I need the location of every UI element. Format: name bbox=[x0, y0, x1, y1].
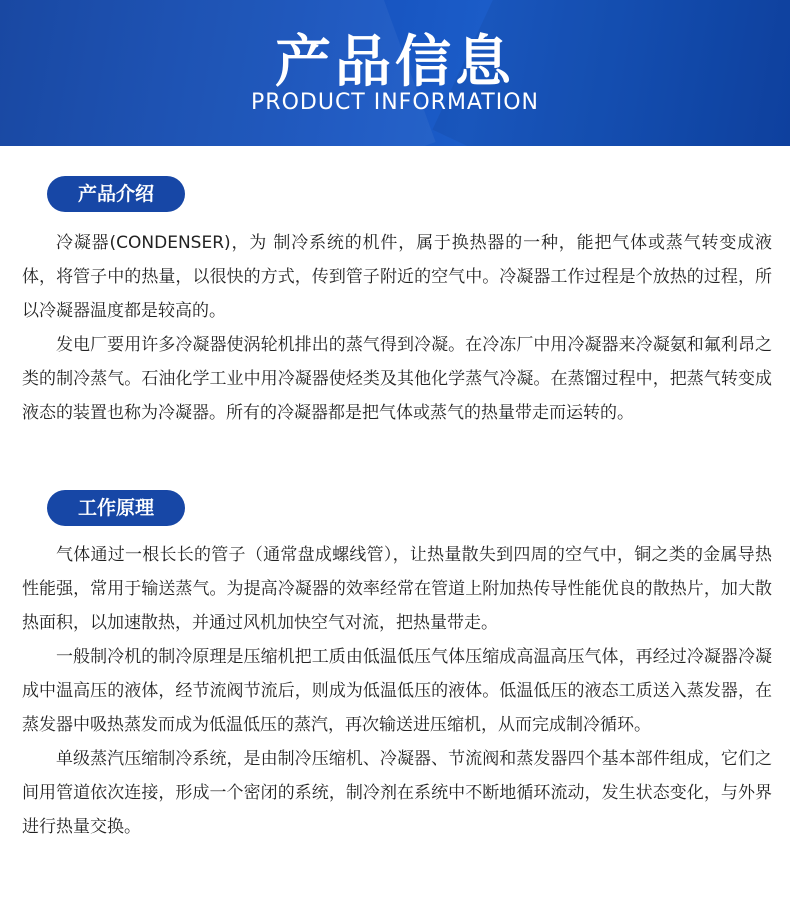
paragraph: 冷凝器(CONDENSER)，为 制冷系统的机件，属于换热器的一种，能把气体或蒸气转变成液体，将管子中的热量，以很快的方式，传到管子附近的空气中。冷凝器工作过程是个放热的过程，所以冷凝器温度都是较高的。 bbox=[22, 233, 772, 321]
section-body-intro bbox=[22, 226, 772, 430]
header-banner bbox=[0, 0, 790, 146]
section-body-principle bbox=[22, 538, 772, 844]
section-heading-principle: 工作原理 bbox=[47, 490, 185, 526]
paragraph: 一般制冷机的制冷原理是压缩机把工质由低温低压气体压缩成高温高压气体，再经过冷凝器冷凝成中温高压的液体，经节流阀节流后，则成为低温低压的液体。低温低压的液态工质送入蒸发器，在蒸发器中吸热蒸发而成为低温低压的蒸汽，再次输送进压缩机，从而完成制冷循环。 bbox=[22, 647, 772, 735]
paragraph: 发电厂要用许多冷凝器使涡轮机排出的蒸气得到冷凝。在冷冻厂中用冷凝器来冷凝氨和氟利昂之类的制冷蒸气。石油化学工业中用冷凝器使烃类及其他化学蒸气冷凝。在蒸馏过程中，把蒸气转变成液态的装置也称为冷凝器。所有的冷凝器都是把气体或蒸气的热量带走而运转的。 bbox=[22, 335, 772, 423]
section-heading-intro: 产品介绍 bbox=[47, 176, 185, 212]
page-subtitle: PRODUCT INFORMATION bbox=[251, 90, 539, 115]
page-title: 产品信息 bbox=[275, 30, 515, 95]
paragraph: 气体通过一根长长的管子（通常盘成螺线管），让热量散失到四周的空气中，铜之类的金属导热性能强，常用于输送蒸气。为提高冷凝器的效率经常在管道上附加热传导性能优良的散热片，加大散热面积，以加速散热，并通过风机加快空气对流，把热量带走。 bbox=[22, 545, 772, 633]
paragraph: 单级蒸汽压缩制冷系统，是由制冷压缩机、冷凝器、节流阀和蒸发器四个基本部件组成，它们之间用管道依次连接，形成一个密闭的系统，制冷剂在系统中不断地循环流动，发生状态变化，与外界进行热量交换。 bbox=[22, 749, 772, 837]
